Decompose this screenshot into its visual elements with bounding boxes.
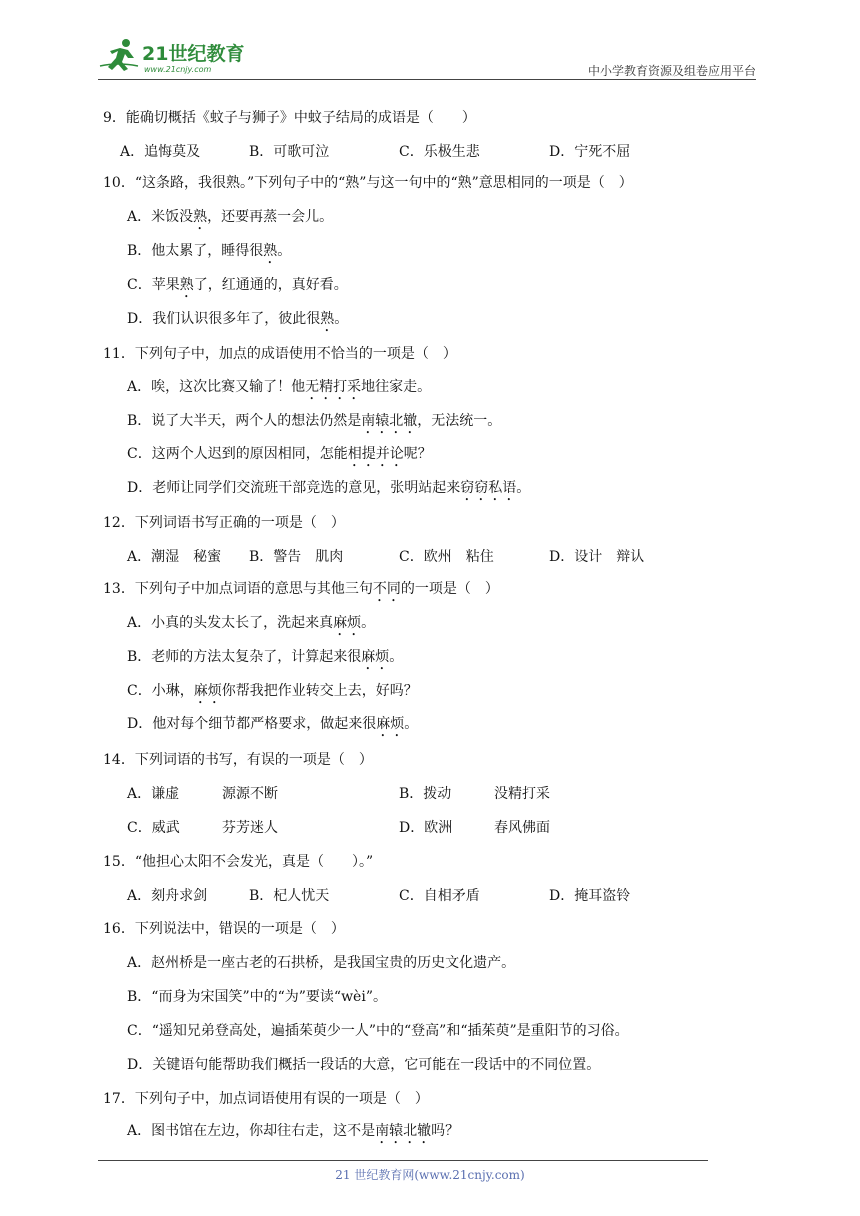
header-divider (98, 79, 756, 80)
question-17-stem: 17．下列句子中，加点词语使用有误的一项是（ ） (103, 1091, 429, 1107)
question-12-option-d[interactable]: D．设计 辩认 (549, 549, 645, 565)
question-15-option-c[interactable]: C．自相矛盾 (399, 888, 480, 904)
question-12-option-a[interactable]: A．潮湿 秘蜜 (127, 549, 222, 565)
question-15-option-b[interactable]: B．杞人忧天 (249, 888, 330, 904)
question-14-option-c[interactable]: C．威武 (127, 820, 180, 836)
question-13-stem: 13．下列句子中加点词语的意思与其他三句不同的一项是（ ） (103, 581, 499, 597)
question-15-option-a[interactable]: A．刻舟求剑 (127, 888, 208, 904)
question-14-option-b-word: 没精打采 (494, 786, 550, 802)
question-12-stem: 12．下列词语书写正确的一项是（ ） (103, 515, 345, 531)
question-9-option-c[interactable]: C．乐极生悲 (399, 144, 480, 160)
question-17-option-a[interactable]: A．图书馆在左边，你却往右走，这不是南辕北辙吗？ (127, 1123, 460, 1139)
question-9-stem: 9．能确切概括《蚊子与狮子》中蚊子结局的成语是（ ） (103, 110, 476, 126)
question-12-option-c[interactable]: C．欧州 粘住 (399, 549, 494, 565)
question-14-option-d[interactable]: D．欧洲 (399, 820, 453, 836)
question-10-option-b[interactable]: B．他太累了，睡得很熟。 (127, 243, 292, 259)
question-11-option-d[interactable]: D．老师让同学们交流班干部竞选的意见，张明站起来窃窃私语。 (127, 480, 531, 496)
question-15-stem: 15．“他担心太阳不会发光，真是（ ）。” (103, 854, 374, 870)
question-14-option-a[interactable]: A．谦虚 (127, 786, 180, 802)
question-10-option-c[interactable]: C．苹果熟了，红通通的，真好看。 (127, 277, 348, 293)
logo-url: www.21cnjy.com (144, 65, 212, 74)
question-16-option-b[interactable]: B．“而身为宋国笑”中的“为”要读“wèi”。 (127, 989, 387, 1005)
question-14-option-a-word: 源源不断 (222, 786, 278, 802)
question-13-option-c[interactable]: C．小琳，麻烦你帮我把作业转交上去，好吗？ (127, 683, 418, 699)
question-11-option-a[interactable]: A．唉，这次比赛又输了！他无精打采地往家走。 (127, 379, 432, 395)
question-15-option-d[interactable]: D．掩耳盗铃 (549, 888, 631, 904)
question-11-stem: 11．下列句子中，加点的成语使用不恰当的一项是（ ） (103, 346, 457, 362)
page-header (98, 36, 756, 80)
question-16-option-d[interactable]: D．关键语句能帮助我们概括一段话的大意，它可能在一段话中的不同位置。 (127, 1057, 601, 1073)
question-13-option-b[interactable]: B．老师的方法太复杂了，计算起来很麻烦。 (127, 649, 404, 665)
question-16-option-a[interactable]: A．赵州桥是一座古老的石拱桥，是我国宝贵的历史文化遗产。 (127, 955, 516, 971)
question-13-option-a[interactable]: A．小真的头发太长了，洗起来真麻烦。 (127, 615, 376, 631)
question-11-option-c[interactable]: C．这两个人迟到的原因相同，怎能相提并论呢？ (127, 446, 432, 462)
question-9-option-b[interactable]: B．可歌可泣 (249, 144, 330, 160)
question-10-option-a[interactable]: A．米饭没熟，还要再蒸一会儿。 (127, 209, 334, 225)
question-13-option-d[interactable]: D．他对每个细节都严格要求，做起来很麻烦。 (127, 716, 419, 732)
question-14-option-c-word: 芬芳迷人 (222, 820, 278, 836)
question-11-option-b[interactable]: B．说了大半天，两个人的想法仍然是南辕北辙，无法统一。 (127, 413, 502, 429)
logo-text: 21世纪教育 (142, 43, 245, 65)
platform-name: 中小学教育资源及组卷应用平台 (587, 64, 756, 78)
question-12-option-b[interactable]: B．警告 肌肉 (249, 549, 344, 565)
question-10-option-d[interactable]: D．我们认识很多年了，彼此很熟。 (127, 311, 349, 327)
question-9-option-a[interactable]: A．追悔莫及 (120, 144, 201, 160)
question-14-stem: 14．下列词语的书写，有误的一项是（ ） (103, 752, 373, 768)
question-16-option-c[interactable]: C．“遥知兄弟登高处，遍插茱萸少一人”中的“登高”和“插茱萸”是重阳节的习俗。 (127, 1023, 629, 1039)
logo-icon (98, 36, 268, 76)
question-16-stem: 16．下列说法中，错误的一项是（ ） (103, 921, 345, 937)
footer-divider (98, 1160, 708, 1161)
question-9-option-d[interactable]: D．宁死不屈 (549, 144, 631, 160)
question-14-option-b[interactable]: B．拨动 (399, 786, 452, 802)
question-14-option-d-word: 春风佛面 (494, 820, 550, 836)
question-10-stem: 10．“这条路，我很熟。”下列句子中的“熟”与这一句中的“熟”意思相同的一项是（ ） (103, 175, 633, 191)
footer-text: 21 世纪教育网(www.21cnjy.com) (335, 1168, 525, 1182)
